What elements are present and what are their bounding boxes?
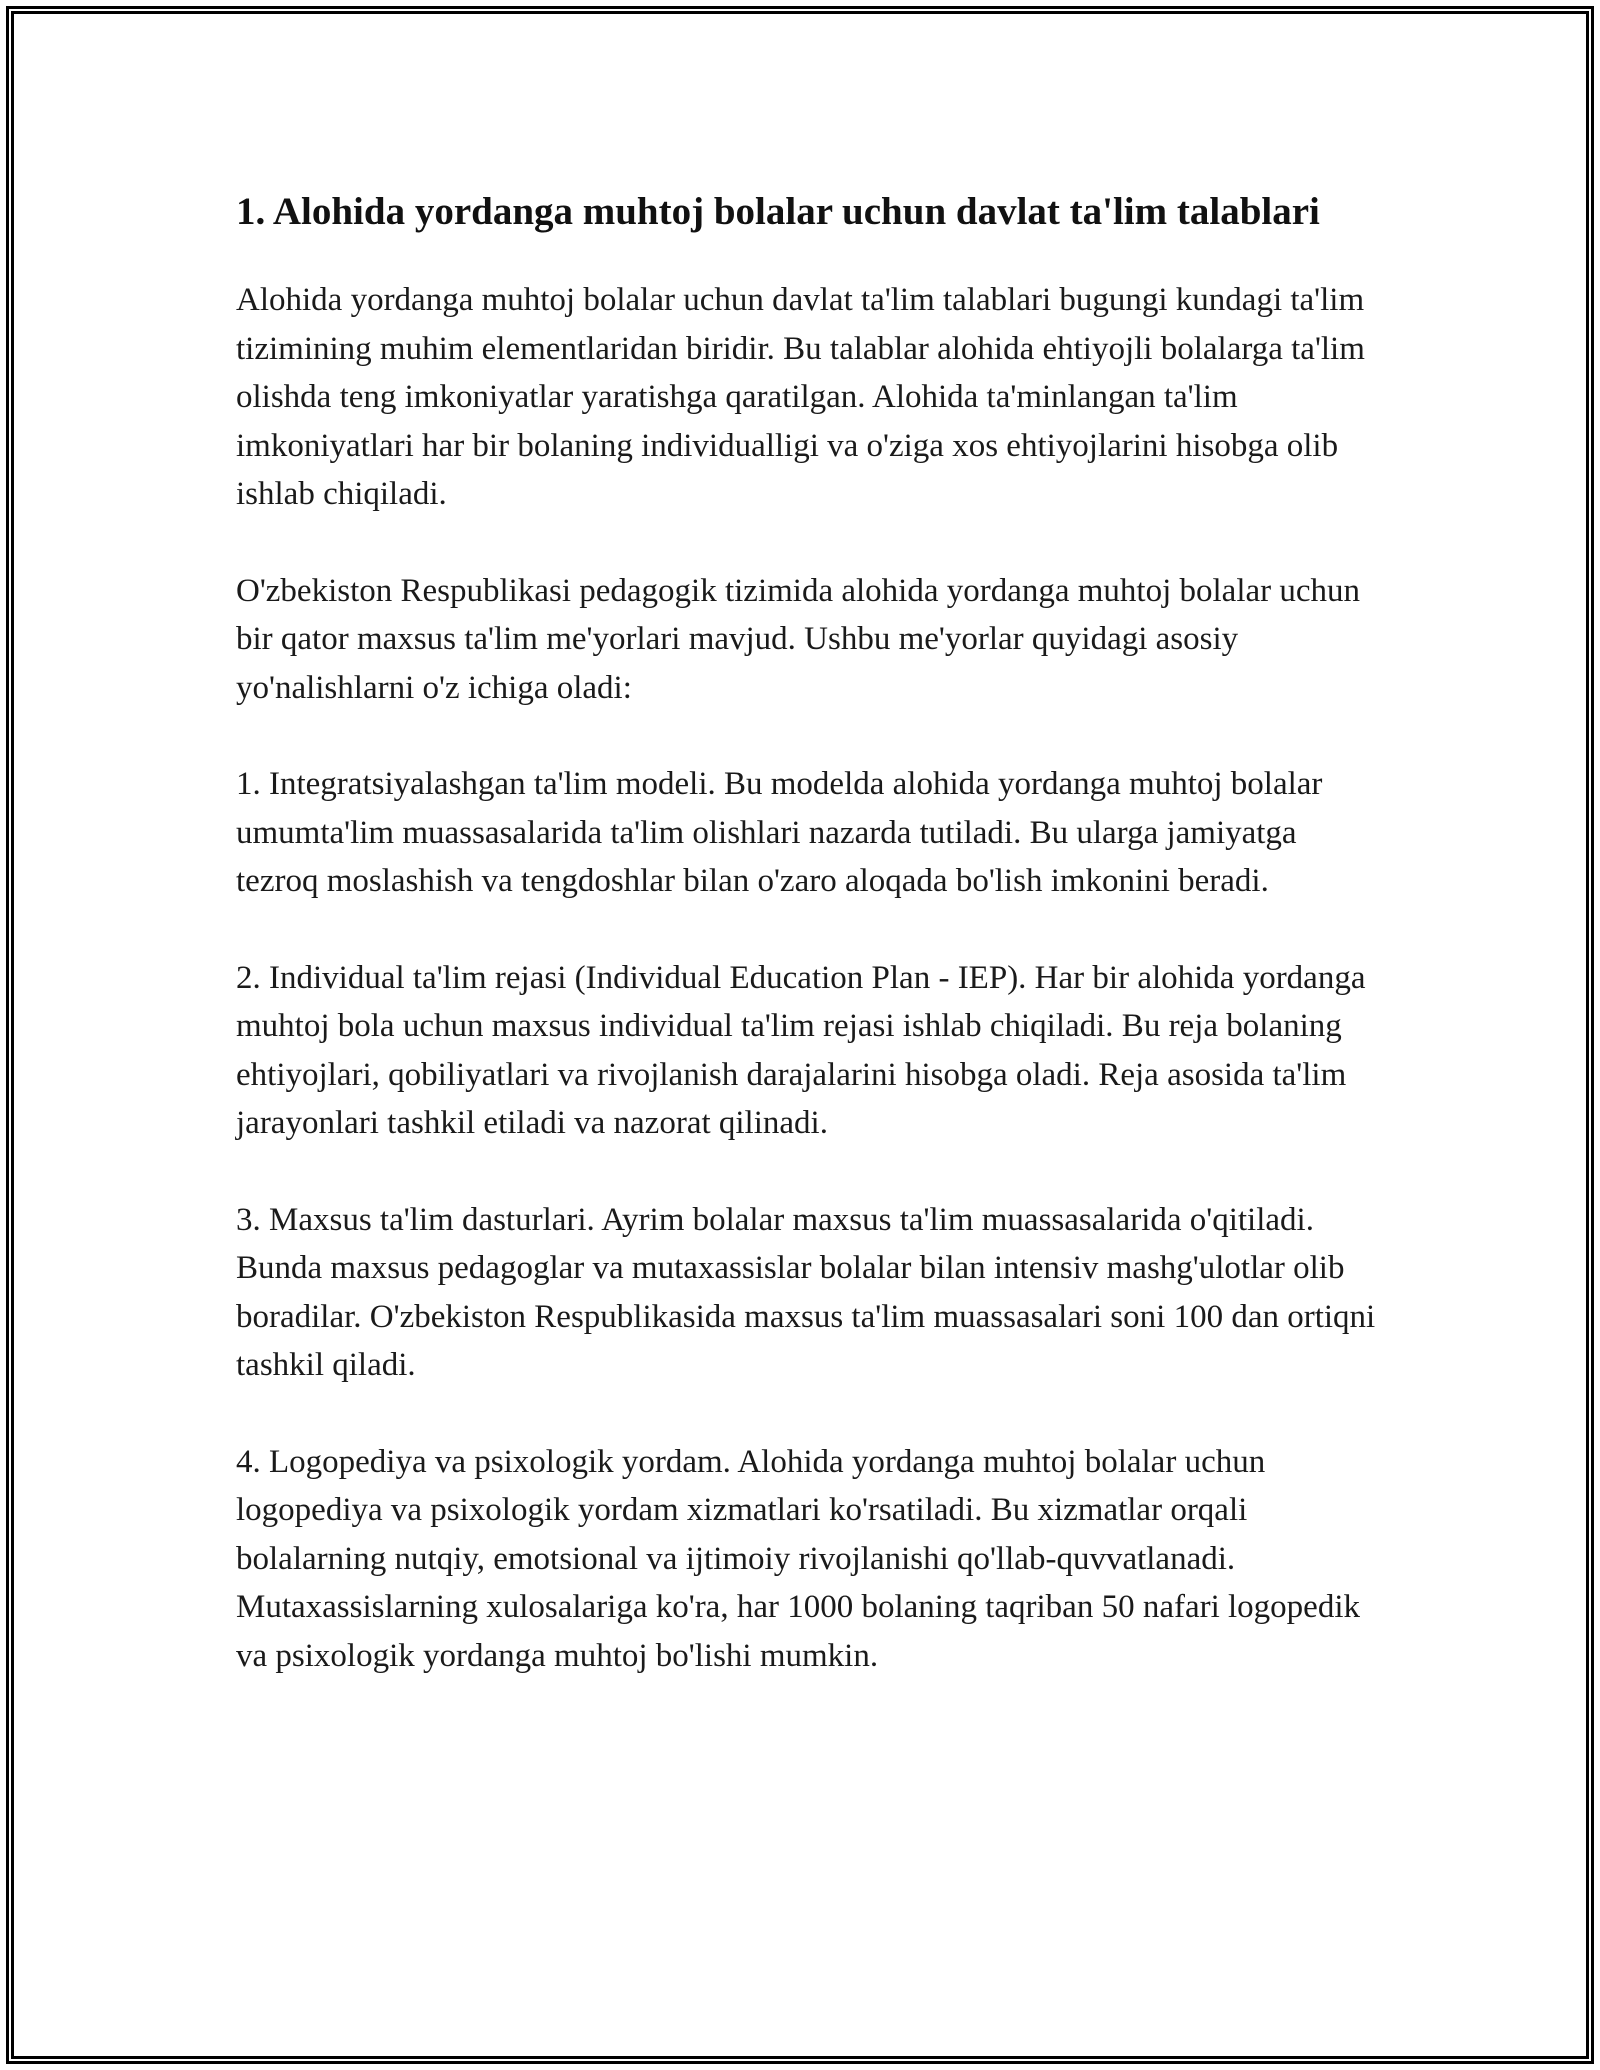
paragraph-norms: O'zbekiston Respublikasi pedagogik tizimida alohida yordanga muhtoj bolalar uchun bir qator maxsus ta'lim me'yorlari mavjud. Ushbu me'yorlar quyidagi asosiy yo'nalishlarni o'z ichiga oladi: bbox=[236, 572, 1361, 706]
document-body bbox=[236, 184, 1376, 1680]
paragraph-intro: Alohida yordanga muhtoj bolalar uchun davlat ta'lim talablari bugungi kundagi ta'lim tizimining muhim elementlaridan biridir. Bu talablar alohida ehtiyojli bolalarga ta'lim olishda teng imkoniyatlar yaratishga qaratilgan. Alohida ta'minlangan ta'lim imkoniyatlari har bir bolaning individualligi va o'ziga xos ehtiyojlarini hisobga olib ishlab chiqiladi. bbox=[236, 282, 1365, 512]
paragraph-item-4: 4. Logopediya va psixologik yordam. Alohida yordanga muhtoj bolalar uchun logopediya va psixologik yordam xizmatlari ko'rsatiladi. Bu xizmatlar orqali bolalarning nutqiy, emotsional va ijtimoiy rivojlanishi qo'llab-quvvatlanadi. Mutaxassislarning xulosalariga ko'ra, har 1000 bolaning taqriban 50 nafari logopedik va psixologik yordanga muhtoj bo'lishi mumkin. bbox=[236, 1443, 1360, 1674]
paragraph-item-1: 1. Integratsiyalashgan ta'lim modeli. Bu modelda alohida yordanga muhtoj bolalar umumta'lim muassasalarida ta'lim olishlari nazarda tutiladi. Bu ularga jamiyatga tezroq moslashish va tengdoshlar bilan o'zaro aloqada bo'lish imkonini beradi. bbox=[236, 766, 1323, 899]
paragraph-item-2: 2. Individual ta'lim rejasi (Individual Education Plan - IEP). Har bir alohida yordanga muhtoj bola uchun maxsus individual ta'lim rejasi ishlab chiqiladi. Bu reja bolaning ehtiyojlari, qobiliyatlari va rivojlanish darajalarini hisobga oladi. Reja asosida ta'lim jarayonlari tashkil etiladi va nazorat qilinadi. bbox=[236, 959, 1366, 1141]
section-title: 1. Alohida yordanga muhtoj bolalar uchun davlat ta'lim talablari bbox=[236, 190, 1320, 233]
paragraph-item-3: 3. Maxsus ta'lim dasturlari. Ayrim bolalar maxsus ta'lim muassasalarida o'qitiladi. Bunda maxsus pedagoglar va mutaxassislar bolalar bilan intensiv mashg'ulotlar olib boradilar. O'zbekiston Respublikasida maxsus ta'lim muassasalari soni 100 dan ortiqni tashkil qiladi. bbox=[236, 1201, 1376, 1383]
